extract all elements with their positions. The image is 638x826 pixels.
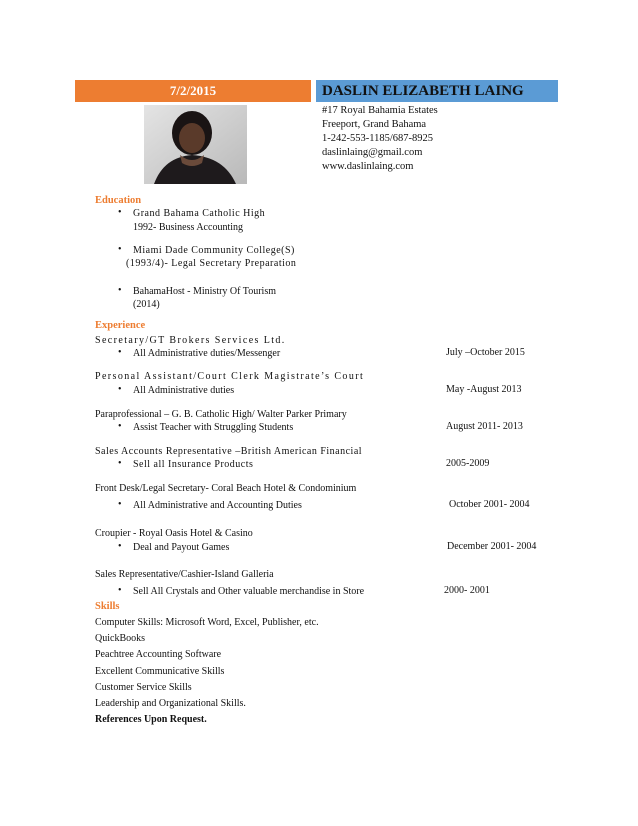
job-title: Sales Accounts Representative –British American Financial — [95, 446, 363, 457]
job-title: Front Desk/Legal Secretary- Coral Beach Hotel & Condominium — [95, 483, 357, 494]
job-duty: Sell all Insurance Products — [133, 459, 254, 470]
job-title: Croupier - Royal Oasis Hotel & Casino — [95, 528, 253, 539]
job-title: Sales Representative/Cashier-Island Galleria — [95, 569, 274, 580]
job-dates: October 2001- 2004 — [449, 499, 530, 510]
date-header: 7/2/2015 — [75, 80, 311, 102]
education-title: Grand Bahama Catholic High — [133, 208, 266, 219]
bullet-icon: • — [118, 541, 122, 552]
bullet-icon: • — [118, 244, 122, 255]
job-dates: August 2011- 2013 — [446, 421, 523, 432]
job-dates: May -August 2013 — [446, 384, 522, 395]
job-dates: 2005-2009 — [446, 458, 490, 469]
job-title: Personal Assistant/Court Clerk Magistrate’s Court — [95, 371, 365, 382]
job-dates: December 2001- 2004 — [447, 541, 537, 552]
bullet-icon: • — [118, 458, 122, 469]
education-detail: 1992- Business Accounting — [133, 222, 243, 233]
bullet-icon: • — [118, 499, 122, 510]
skills-heading: Skills — [95, 601, 120, 612]
education-detail: (2014) — [133, 299, 160, 310]
bullet-icon: • — [118, 421, 122, 432]
job-duty: Deal and Payout Games — [133, 542, 230, 553]
skill-item: Customer Service Skills — [95, 682, 192, 693]
contact-block — [322, 104, 438, 174]
job-duty: Assist Teacher with Struggling Students — [133, 422, 294, 433]
address-line-1: #17 Royal Bahamia Estates — [322, 105, 438, 116]
phone-number: 1-242-553-1185/687-8925 — [322, 133, 434, 144]
education-title: BahamaHost - Ministry Of Tourism — [133, 286, 276, 297]
job-duty: All Administrative duties — [133, 385, 235, 396]
name-header: DASLIN ELIZABETH LAING — [316, 80, 558, 102]
address-line-2: Freeport, Grand Bahama — [322, 119, 427, 130]
education-heading: Education — [95, 195, 142, 206]
email-address[interactable]: daslinlaing@gmail.com — [322, 147, 423, 158]
bullet-icon: • — [118, 384, 122, 395]
bullet-icon: • — [118, 347, 122, 358]
bullet-icon: • — [118, 207, 122, 218]
skill-item: Leadership and Organizational Skills. — [95, 698, 246, 709]
website-link[interactable]: www.daslinlaing.com — [322, 161, 414, 172]
job-duty: All Administrative and Accounting Duties — [133, 500, 302, 511]
bullet-icon: • — [118, 285, 122, 296]
skill-item: Computer Skills: Microsoft Word, Excel, Publisher, etc. — [95, 617, 319, 628]
job-dates: 2000- 2001 — [444, 585, 490, 596]
skill-item: Peachtree Accounting Software — [95, 649, 222, 660]
education-detail: (1993/4)- Legal Secretary Preparation — [126, 258, 297, 269]
skill-item: Excellent Communicative Skills — [95, 666, 225, 677]
job-duty: All Administrative duties/Messenger — [133, 348, 281, 359]
job-title: Paraprofessional – G. B. Catholic High/ Walter Parker Primary — [95, 409, 347, 420]
skill-item: QuickBooks — [95, 633, 145, 644]
profile-photo — [144, 105, 247, 184]
references-note: References Upon Request. — [95, 714, 207, 725]
job-duty: Sell All Crystals and Other valuable merchandise in Store — [133, 586, 365, 597]
experience-heading: Experience — [95, 320, 146, 331]
education-title: Miami Dade Community College(S) — [133, 245, 295, 256]
job-title: Secretary/GT Brokers Services Ltd. — [95, 335, 286, 346]
job-dates: July –October 2015 — [446, 347, 525, 358]
bullet-icon: • — [118, 585, 122, 596]
